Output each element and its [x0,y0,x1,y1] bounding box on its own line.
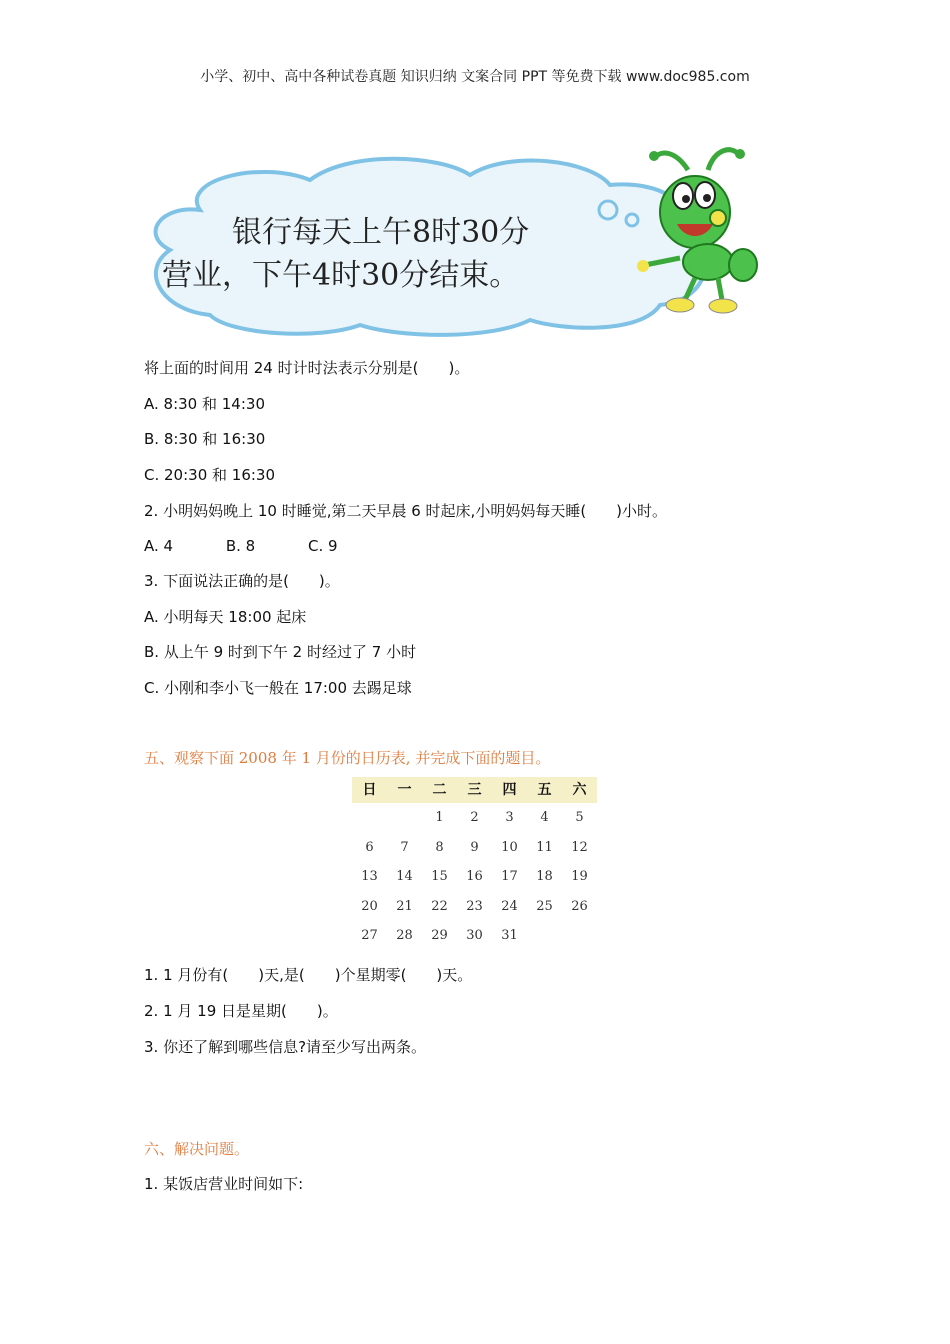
weekday-thu: 四 [502,782,517,798]
calendar-cell: 20 [361,898,378,914]
calendar-cell [352,803,387,833]
s5-question-1: 1. 1 月份有( )天,是( )个星期零( )天。 [144,966,473,984]
q2-option-b: B. 8 [225,537,256,555]
weekday-wed: 三 [467,782,482,798]
weekday-mon: 一 [397,782,412,798]
q1-option-b: B. 8:30 和 16:30 [144,430,266,448]
calendar-cell: 22 [431,898,448,914]
q3-option-c: C. 小刚和李小飞一般在 17:00 去踢足球 [144,679,412,697]
calendar-cell: 30 [466,928,483,943]
q3-option-b: B. 从上午 9 时到下午 2 时经过了 7 小时 [144,643,417,661]
calendar-cell: 23 [466,898,483,914]
calendar-row [352,833,597,863]
calendar-row [352,803,597,833]
calendar-cell: 6 [365,839,374,855]
calendar-table [352,777,597,951]
calendar-cell: 12 [571,839,588,855]
s5-question-2: 2. 1 月 19 日是星期( )。 [144,1002,338,1020]
calendar-cell: 4 [540,810,549,825]
calendar-cell: 29 [431,928,448,943]
thought-dot-large [599,201,617,219]
calendar-cell: 17 [501,869,518,884]
calendar-cell: 31 [501,928,518,943]
calendar-cell: 14 [396,869,413,884]
calendar-cell: 26 [571,898,588,914]
section-5-title: 五、观察下面 2008 年 1 月份的日历表, 并完成下面的题目。 [144,749,551,767]
calendar-cell: 15 [431,869,448,884]
calendar-cell: 25 [536,898,553,914]
q3-option-a: A. 小明每天 18:00 起床 [144,608,307,626]
calendar-cell: 3 [505,810,514,825]
calendar-cell: 10 [501,839,518,855]
calendar-cell: 5 [575,810,584,825]
q1-option-c: C. 20:30 和 16:30 [144,466,276,484]
calendar-cell [387,803,422,833]
calendar-cell: 18 [536,869,553,884]
calendar-cell: 8 [435,839,444,855]
calendar-cell: 16 [466,869,483,884]
calendar-row [352,892,597,922]
bubble-line-2: 营业，下午4时30分结束。 [162,258,520,293]
calendar-cell: 21 [396,898,413,914]
q2-question: 2. 小明妈妈晚上 10 时睡觉,第二天早晨 6 时起床,小明妈妈每天睡( )小时。 [144,502,668,520]
calendar-cell: 7 [400,839,409,855]
calendar-cell: 1 [435,810,444,825]
calendar-cell [527,921,562,951]
weekday-sat: 六 [572,782,587,798]
weekday-tue: 二 [432,782,447,798]
s5-question-3: 3. 你还了解到哪些信息?请至少写出两条。 [144,1038,427,1056]
calendar-row [352,921,597,951]
calendar-cell: 19 [571,869,588,884]
calendar-row [352,862,597,892]
page-header: 小学、初中、高中各种试卷真题 知识归纳 文案合同 PPT 等免费下载 www.doc985.com [200,69,750,85]
calendar-cell: 2 [470,810,479,825]
s6-question-1: 1. 某饭店营业时间如下: [144,1175,304,1193]
calendar-cell: 13 [361,869,378,884]
section-6-title: 六、解决问题。 [144,1140,250,1158]
q2-option-c: C. 9 [308,537,338,555]
speech-bubble-illustration [140,140,770,340]
q1-option-a: A. 8:30 和 14:30 [144,395,265,413]
calendar-cell: 11 [536,839,553,855]
q2-options [144,536,386,556]
q3-question: 3. 下面说法正确的是( )。 [144,572,340,590]
calendar-cell: 24 [501,898,518,914]
calendar-cell: 28 [396,928,413,943]
weekday-sun: 日 [362,782,377,798]
calendar-cell [562,921,597,951]
q1-question: 将上面的时间用 24 时计时法表示分别是( )。 [144,359,470,377]
calendar-header [352,777,597,803]
weekday-fri: 五 [537,782,552,798]
thought-dot-small [626,214,638,226]
calendar-cell: 9 [470,839,479,855]
calendar-cell: 27 [361,928,378,943]
bubble-line-1: 银行每天上午8时30分 [232,215,530,250]
q2-option-a: A. 4 [144,537,174,555]
